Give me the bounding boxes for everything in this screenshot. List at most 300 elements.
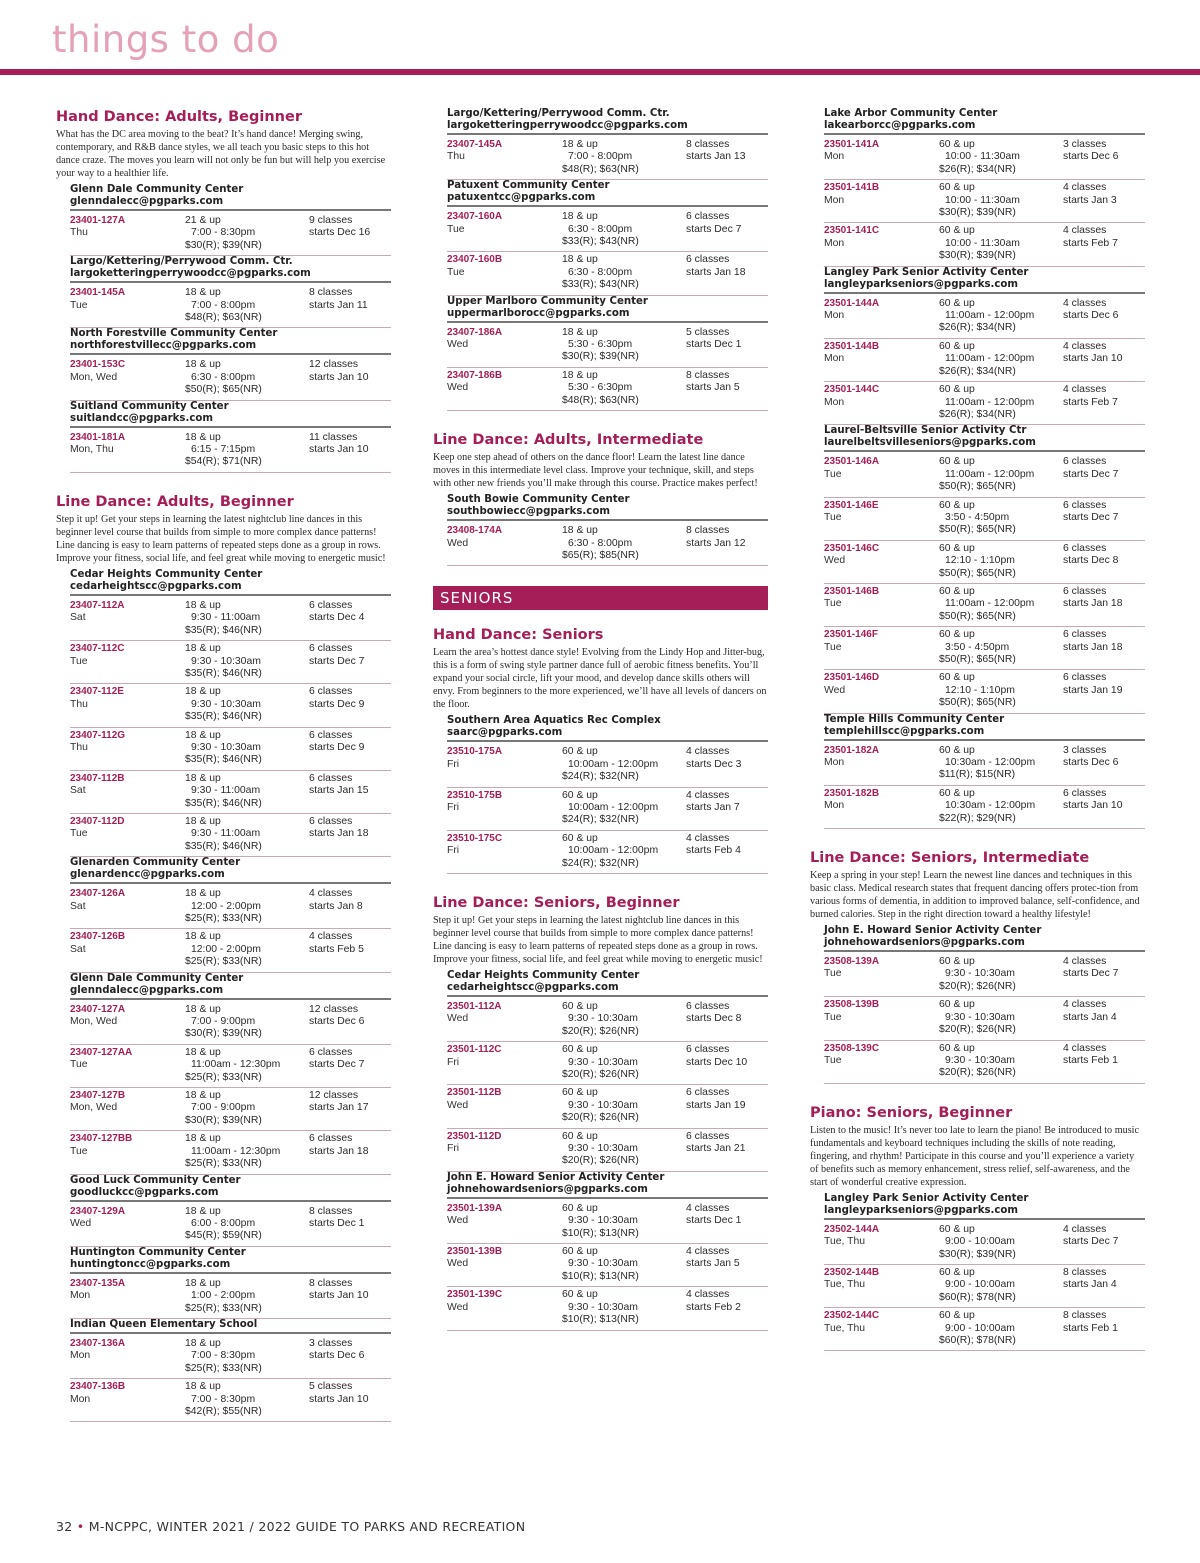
- class-start: starts Dec 16: [309, 227, 371, 239]
- class-spacer: [70, 625, 185, 637]
- location-header: [824, 1193, 1145, 1220]
- class-spacer: [824, 164, 939, 176]
- class-code[interactable]: 23407-129A: [70, 1205, 126, 1217]
- class-code[interactable]: 23501-141A: [824, 139, 880, 150]
- class-row: [447, 1129, 768, 1172]
- class-row: [70, 1045, 391, 1088]
- class-time: 10:00am - 12:00pm: [568, 845, 659, 857]
- class-start: starts Dec 9: [309, 698, 365, 710]
- class-price: $30(R); $39(NR): [939, 207, 1016, 219]
- class-time: 11:00am - 12:00pm: [945, 468, 1035, 480]
- location-email[interactable]: huntingtoncc@pgparks.com: [70, 1258, 231, 1270]
- class-code[interactable]: 23407-160B: [447, 254, 503, 266]
- class-count: 6 classes: [686, 1000, 730, 1012]
- location-email[interactable]: glenndalecc@pgparks.com: [70, 196, 224, 207]
- class-count: 6 classes: [686, 1130, 730, 1142]
- class-age: 18 & up: [185, 931, 221, 943]
- class-code[interactable]: 23401-181A: [70, 431, 126, 443]
- location-name: Suitland Community Center: [70, 400, 229, 412]
- class-code[interactable]: 23501-112B: [447, 1087, 502, 1099]
- class-price: $50(R); $65(NR): [185, 384, 262, 396]
- class-age: 18 & up: [562, 254, 598, 266]
- class-spacer: [824, 1292, 939, 1304]
- class-days: Mon, Thu: [70, 444, 114, 456]
- class-start: starts Jan 18: [686, 266, 746, 278]
- class-count: 6 classes: [309, 772, 353, 784]
- class-row: [824, 180, 1145, 223]
- location-name: John E. Howard Senior Activity Center: [824, 925, 1042, 937]
- class-spacer: [824, 813, 939, 825]
- class-code[interactable]: 23407-127BB: [70, 1133, 133, 1145]
- class-code[interactable]: 23501-112A: [447, 1000, 502, 1012]
- class-code[interactable]: 23501-144A: [824, 297, 880, 309]
- class-time: 3:50 - 4:50pm: [945, 511, 1010, 523]
- class-price: $20(R); $26(NR): [939, 1024, 1016, 1036]
- class-time: 10:30am - 12:00pm: [945, 757, 1036, 769]
- class-count: 5 classes: [686, 326, 730, 338]
- class-code[interactable]: 23501-146C: [824, 542, 880, 554]
- class-start: starts Jan 8: [309, 900, 363, 912]
- class-code[interactable]: 23407-186B: [447, 369, 503, 381]
- class-code[interactable]: 23407-126A: [70, 888, 126, 900]
- class-code[interactable]: 23501-182A: [824, 744, 880, 756]
- class-code[interactable]: 23501-112C: [447, 1044, 502, 1056]
- class-count: 4 classes: [1063, 384, 1107, 396]
- class-age: 18 & up: [185, 686, 221, 698]
- location-header: [70, 1175, 391, 1202]
- class-price: $50(R); $65(NR): [939, 481, 1016, 493]
- class-code[interactable]: 23407-112B: [70, 772, 125, 784]
- class-start: starts Dec 3: [686, 758, 742, 770]
- class-count: 4 classes: [309, 888, 353, 900]
- class-count: 4 classes: [686, 1202, 730, 1214]
- class-start: starts Feb 1: [1063, 1322, 1118, 1334]
- course-section: [56, 493, 391, 1423]
- class-code[interactable]: 23407-126B: [70, 931, 126, 943]
- class-row: [824, 296, 1145, 339]
- location-email[interactable]: goodluckcc@pgparks.com: [70, 1186, 219, 1198]
- class-time: 9:30 - 10:30am: [945, 1011, 1015, 1023]
- class-count: 12 classes: [309, 359, 359, 371]
- class-spacer: [447, 1314, 562, 1326]
- class-row: [824, 339, 1145, 382]
- class-time: 11:00am - 12:30pm: [191, 1145, 281, 1157]
- class-price: $65(R); $85(NR): [562, 549, 639, 561]
- class-spacer: [70, 1303, 185, 1315]
- class-age: 60 & up: [939, 1223, 975, 1235]
- class-age: 18 & up: [185, 729, 221, 741]
- class-row: [824, 382, 1145, 425]
- class-code[interactable]: 23501-146F: [824, 629, 878, 641]
- class-age: 18 & up: [185, 1337, 221, 1349]
- class-code[interactable]: 23510-175B: [447, 789, 503, 801]
- class-days: Tue: [70, 655, 88, 667]
- location-email[interactable]: laurelbeltsvilleseniors@pgparks.com: [824, 437, 1036, 449]
- location-email[interactable]: largoketteringperrywoodcc@pgparks.com: [447, 120, 688, 131]
- class-time: 10:30am - 12:00pm: [945, 800, 1036, 812]
- class-count: 4 classes: [686, 832, 730, 844]
- class-start: starts Dec 10: [686, 1056, 748, 1068]
- location-name: Huntington Community Center: [70, 1246, 246, 1258]
- class-age: 18 & up: [185, 431, 221, 443]
- class-code[interactable]: 23501-139C: [447, 1289, 503, 1301]
- location-name: Patuxent Community Center: [447, 180, 610, 192]
- class-spacer: [824, 611, 939, 623]
- location-email[interactable]: uppermarlborocc@pgparks.com: [447, 307, 630, 319]
- class-spacer: [447, 164, 562, 176]
- class-count: 4 classes: [1063, 340, 1107, 352]
- class-start: starts Jan 10: [309, 1393, 369, 1405]
- course-title: Line Dance: Seniors, Beginner: [433, 894, 680, 911]
- location-header: [447, 715, 768, 742]
- class-row: [70, 1088, 391, 1131]
- class-time: 7:00 - 8:00pm: [568, 151, 633, 163]
- location-email[interactable]: johnehowardseniors@pgparks.com: [824, 937, 1025, 949]
- class-start: starts Jan 18: [1063, 641, 1123, 653]
- class-count: 6 classes: [686, 1087, 730, 1099]
- class-code[interactable]: 23407-127B: [70, 1090, 126, 1102]
- class-start: starts Feb 2: [686, 1301, 741, 1313]
- class-days: Mon: [70, 1350, 91, 1362]
- class-time: 9:30 - 10:30am: [191, 655, 261, 667]
- class-count: 8 classes: [686, 369, 730, 381]
- class-code[interactable]: 23501-146D: [824, 672, 880, 684]
- class-start: starts Dec 6: [1063, 757, 1119, 769]
- class-code[interactable]: 23407-186A: [447, 326, 503, 338]
- class-time: 9:30 - 11:00am: [191, 828, 261, 840]
- class-start: starts Dec 7: [1063, 1236, 1119, 1248]
- class-start: starts Jan 5: [686, 382, 740, 394]
- class-count: 6 classes: [1063, 629, 1107, 641]
- class-time: 10:00am - 12:00pm: [568, 758, 659, 770]
- class-days: Tue: [824, 598, 842, 610]
- class-code[interactable]: 23501-141C: [824, 225, 880, 237]
- class-row: [70, 728, 391, 771]
- class-start: starts Jan 10: [1063, 800, 1123, 812]
- class-start: starts Jan 3: [1063, 194, 1117, 206]
- class-time: 7:00 - 9:00pm: [191, 1016, 256, 1028]
- class-count: 6 classes: [309, 599, 353, 611]
- class-code[interactable]: 23401-153C: [70, 359, 126, 371]
- class-price: $50(R); $65(NR): [939, 654, 1016, 665]
- class-row: [824, 997, 1145, 1040]
- class-row: [70, 929, 391, 972]
- location-name: Upper Marlboro Community Center: [447, 295, 648, 307]
- class-time: 9:30 - 10:30am: [568, 1258, 638, 1270]
- location-email[interactable]: templehillscc@pgparks.com: [824, 725, 985, 737]
- class-spacer: [447, 1228, 562, 1240]
- class-code[interactable]: 23501-141B: [824, 182, 880, 194]
- location-email[interactable]: patuxentcc@pgparks.com: [447, 192, 596, 204]
- location-email[interactable]: northforestvillecc@pgparks.com: [70, 340, 257, 352]
- class-code[interactable]: 23501-146A: [824, 456, 880, 468]
- class-days: Wed: [824, 555, 846, 567]
- class-row: [824, 1041, 1145, 1084]
- class-price: $30(R); $39(NR): [185, 1028, 262, 1040]
- class-price: $33(R); $43(NR): [562, 236, 639, 248]
- class-spacer: [70, 1158, 185, 1170]
- class-spacer: [447, 1026, 562, 1038]
- class-price: $30(R); $39(NR): [939, 1248, 1016, 1260]
- class-price: $25(R); $33(NR): [185, 1071, 262, 1083]
- class-code[interactable]: 23501-144C: [824, 384, 880, 396]
- class-time: 9:30 - 10:30am: [568, 1215, 638, 1227]
- class-start: starts Feb 7: [1063, 237, 1118, 249]
- class-row: [824, 786, 1145, 829]
- class-age: 18 & up: [185, 1381, 221, 1393]
- class-time: 9:30 - 11:00am: [191, 785, 261, 797]
- class-count: 4 classes: [1063, 182, 1107, 194]
- class-count: 9 classes: [309, 215, 353, 226]
- course-title: Hand Dance: Adults, Beginner: [56, 109, 302, 125]
- class-code[interactable]: 23502-144C: [824, 1310, 880, 1322]
- class-start: starts Jan 21: [686, 1143, 746, 1155]
- column-3: [810, 108, 1145, 1371]
- class-code[interactable]: 23501-139B: [447, 1246, 503, 1258]
- class-code[interactable]: 23407-160A: [447, 211, 503, 223]
- class-code[interactable]: 23407-112A: [70, 599, 125, 611]
- class-time: 9:00 - 10:00am: [945, 1236, 1015, 1248]
- location-header: [447, 180, 768, 207]
- class-age: 60 & up: [562, 1246, 598, 1258]
- class-spacer: [70, 668, 185, 680]
- location-email[interactable]: saarc@pgparks.com: [447, 727, 563, 739]
- class-count: 4 classes: [1063, 225, 1107, 237]
- location-email[interactable]: johnehowardseniors@pgparks.com: [447, 1183, 648, 1195]
- class-code[interactable]: 23501-144B: [824, 340, 880, 352]
- class-days: Thu: [70, 227, 88, 239]
- class-spacer: [824, 409, 939, 421]
- class-spacer: [70, 312, 185, 324]
- class-start: starts Jan 15: [309, 785, 369, 797]
- class-start: starts Dec 7: [1063, 968, 1119, 980]
- class-days: Tue: [824, 641, 842, 653]
- class-code[interactable]: 23407-127A: [70, 1003, 126, 1015]
- class-code[interactable]: 23502-144A: [824, 1223, 880, 1235]
- course-description: Step it up! Get your steps in learning the latest nightclub line dances in this beginner level course that builds from simple to more complex dance patterns! Line dancing is easy to learn patterns of repeated steps done as a group in rows. Improve your fitness, social life, and feel great while moving to energetic music!: [56, 513, 386, 564]
- class-start: starts Jan 10: [309, 444, 369, 456]
- class-row: [70, 771, 391, 814]
- class-start: starts Jan 18: [309, 828, 369, 840]
- class-age: 18 & up: [185, 643, 221, 655]
- class-row: [447, 368, 768, 411]
- location-email[interactable]: largoketteringperrywoodcc@pgparks.com: [70, 268, 311, 280]
- class-spacer: [824, 207, 939, 219]
- class-age: 60 & up: [562, 1000, 598, 1012]
- class-price: $45(R); $59(NR): [185, 1230, 262, 1242]
- location-name: Glenn Dale Community Center: [70, 972, 244, 984]
- class-code[interactable]: 23407-112C: [70, 643, 125, 655]
- class-days: Thu: [70, 741, 88, 753]
- class-code[interactable]: 23502-144B: [824, 1266, 880, 1278]
- class-days: Thu: [447, 151, 465, 163]
- class-start: starts Feb 1: [1063, 1054, 1118, 1066]
- location-email[interactable]: langleyparkseniors@pgparks.com: [824, 278, 1019, 290]
- class-age: 60 & up: [939, 787, 975, 799]
- class-spacer: [447, 1271, 562, 1283]
- class-code[interactable]: 23401-127A: [70, 215, 126, 226]
- class-age: 18 & up: [562, 369, 598, 381]
- class-code[interactable]: 23510-175C: [447, 832, 503, 844]
- class-start: starts Jan 11: [309, 299, 368, 311]
- class-age: 60 & up: [562, 1044, 598, 1056]
- class-spacer: [824, 568, 939, 580]
- class-days: Mon: [824, 151, 845, 163]
- class-age: 21 & up: [185, 215, 221, 226]
- class-spacer: [447, 1112, 562, 1124]
- class-code[interactable]: 23407-135A: [70, 1277, 126, 1289]
- class-age: 60 & up: [562, 789, 598, 801]
- class-price: $26(R); $34(NR): [939, 365, 1016, 377]
- class-age: 18 & up: [185, 287, 221, 299]
- location-header: [70, 857, 391, 884]
- class-days: Mon, Wed: [70, 1016, 118, 1028]
- class-age: 18 & up: [562, 139, 598, 150]
- class-days: Tue: [824, 1054, 842, 1066]
- class-spacer: [824, 366, 939, 378]
- class-price: $26(R); $34(NR): [939, 163, 1016, 175]
- class-price: $60(R); $78(NR): [939, 1334, 1016, 1346]
- location-email[interactable]: lakearborcc@pgparks.com: [824, 120, 976, 131]
- class-row: [70, 1379, 391, 1422]
- class-start: starts Jan 18: [1063, 598, 1123, 610]
- course-description: What has the DC area moving to the beat? It’s hand dance! Merging swing, contemporary, and R&B dance styles, we all teach you basic steps to this hot dance craze. The moves you learn will not only be fun but will help you exercise your way to a healthier life.: [56, 129, 386, 179]
- class-spacer: [447, 351, 562, 363]
- class-days: Wed: [447, 1258, 469, 1270]
- class-days: Wed: [824, 684, 846, 696]
- class-spacer: [70, 798, 185, 810]
- class-code[interactable]: 23407-127AA: [70, 1046, 133, 1058]
- class-age: 60 & up: [939, 585, 975, 597]
- class-start: starts Dec 7: [1063, 511, 1119, 523]
- class-code[interactable]: 23510-175A: [447, 746, 503, 758]
- class-time: 9:30 - 10:30am: [191, 741, 261, 753]
- class-days: Tue: [447, 223, 465, 235]
- class-row: [447, 325, 768, 368]
- column-1: [56, 108, 391, 1442]
- location-email[interactable]: cedarheightscc@pgparks.com: [70, 580, 242, 592]
- class-row: [70, 1336, 391, 1379]
- class-code[interactable]: 23407-112D: [70, 815, 125, 827]
- class-start: starts Feb 7: [1063, 396, 1118, 408]
- class-time: 7:00 - 8:30pm: [191, 1393, 256, 1405]
- class-code[interactable]: 23401-145A: [70, 287, 126, 299]
- class-days: Mon: [70, 1290, 91, 1302]
- class-count: 4 classes: [1063, 297, 1107, 309]
- class-row: [824, 954, 1145, 997]
- class-price: $35(R); $46(NR): [185, 840, 262, 852]
- class-spacer: [824, 481, 939, 493]
- class-code[interactable]: 23508-139A: [824, 956, 880, 968]
- class-code[interactable]: 23407-145A: [447, 139, 503, 150]
- class-start: starts Feb 5: [309, 943, 364, 955]
- class-time: 6:00 - 8:00pm: [191, 1217, 256, 1229]
- class-count: 8 classes: [686, 525, 730, 537]
- class-code[interactable]: 23407-136A: [70, 1337, 126, 1349]
- location-name: Glenarden Community Center: [70, 857, 241, 869]
- class-spacer: [70, 754, 185, 766]
- class-age: 60 & up: [562, 1130, 598, 1142]
- class-age: 18 & up: [185, 772, 221, 784]
- class-age: 60 & up: [562, 746, 598, 758]
- location-email[interactable]: southbowiecc@pgparks.com: [447, 506, 610, 518]
- class-spacer: [70, 841, 185, 853]
- class-row: [824, 498, 1145, 541]
- class-price: $33(R); $43(NR): [562, 279, 639, 291]
- class-age: 18 & up: [185, 599, 221, 611]
- class-code[interactable]: 23501-112D: [447, 1130, 502, 1142]
- location-email[interactable]: glenndalecc@pgparks.com: [70, 984, 224, 996]
- class-count: 4 classes: [1063, 1042, 1107, 1054]
- class-age: 60 & up: [939, 139, 975, 150]
- class-count: 4 classes: [686, 1246, 730, 1258]
- class-code[interactable]: 23508-139B: [824, 999, 880, 1011]
- class-days: Sat: [70, 612, 86, 624]
- class-start: starts Dec 7: [1063, 468, 1119, 480]
- location-email[interactable]: glenardencc@pgparks.com: [70, 869, 225, 881]
- class-spacer: [70, 1363, 185, 1375]
- location-name: Langley Park Senior Activity Center: [824, 1192, 1029, 1204]
- location-email[interactable]: suitlandcc@pgparks.com: [70, 412, 213, 424]
- class-code[interactable]: 23501-139A: [447, 1202, 503, 1214]
- class-row: [824, 1308, 1145, 1351]
- class-start: starts Dec 6: [309, 1350, 365, 1362]
- class-age: 60 & up: [939, 1042, 975, 1054]
- class-spacer: [824, 654, 939, 666]
- class-count: 6 classes: [309, 643, 353, 655]
- class-time: 11:00am - 12:00pm: [945, 353, 1035, 365]
- class-code[interactable]: 23407-136B: [70, 1381, 126, 1393]
- class-days: Mon: [824, 800, 845, 812]
- class-count: 8 classes: [1063, 1266, 1107, 1278]
- class-time: 6:30 - 8:00pm: [191, 371, 256, 383]
- class-spacer: [447, 771, 562, 783]
- location-header: [824, 714, 1145, 741]
- class-start: starts Jan 19: [686, 1099, 746, 1111]
- class-row: [447, 252, 768, 295]
- class-spacer: [70, 1230, 185, 1242]
- class-time: 9:30 - 11:00am: [191, 612, 261, 624]
- class-start: starts Jan 7: [686, 801, 740, 813]
- location-email[interactable]: langleyparkseniors@pgparks.com: [824, 1204, 1019, 1216]
- class-code[interactable]: 23501-182B: [824, 787, 880, 799]
- class-price: $24(R); $32(NR): [562, 771, 639, 783]
- class-code[interactable]: 23407-112G: [70, 729, 126, 741]
- class-days: Fri: [447, 1056, 460, 1068]
- class-days: Mon: [824, 353, 845, 365]
- class-time: 9:30 - 10:30am: [568, 1056, 638, 1068]
- class-row: [70, 1131, 391, 1174]
- class-age: 18 & up: [185, 888, 221, 900]
- class-count: 3 classes: [309, 1337, 353, 1349]
- class-code[interactable]: 23501-146B: [824, 585, 880, 597]
- location-name: Good Luck Community Center: [70, 1174, 241, 1186]
- class-code[interactable]: 23407-112E: [70, 686, 124, 698]
- location-header: [70, 256, 391, 283]
- class-time: 7:00 - 8:30pm: [191, 227, 256, 239]
- class-age: 18 & up: [185, 1205, 221, 1217]
- class-price: $20(R); $26(NR): [939, 980, 1016, 992]
- class-count: 4 classes: [686, 789, 730, 801]
- class-row: [824, 743, 1145, 786]
- class-age: 60 & up: [939, 672, 975, 684]
- class-code[interactable]: 23508-139C: [824, 1042, 880, 1054]
- class-code[interactable]: 23408-174A: [447, 525, 503, 537]
- class-price: $24(R); $32(NR): [562, 857, 639, 869]
- location-email[interactable]: cedarheightscc@pgparks.com: [447, 981, 619, 993]
- class-time: 9:30 - 10:30am: [568, 1143, 638, 1155]
- class-code[interactable]: 23501-146E: [824, 499, 879, 511]
